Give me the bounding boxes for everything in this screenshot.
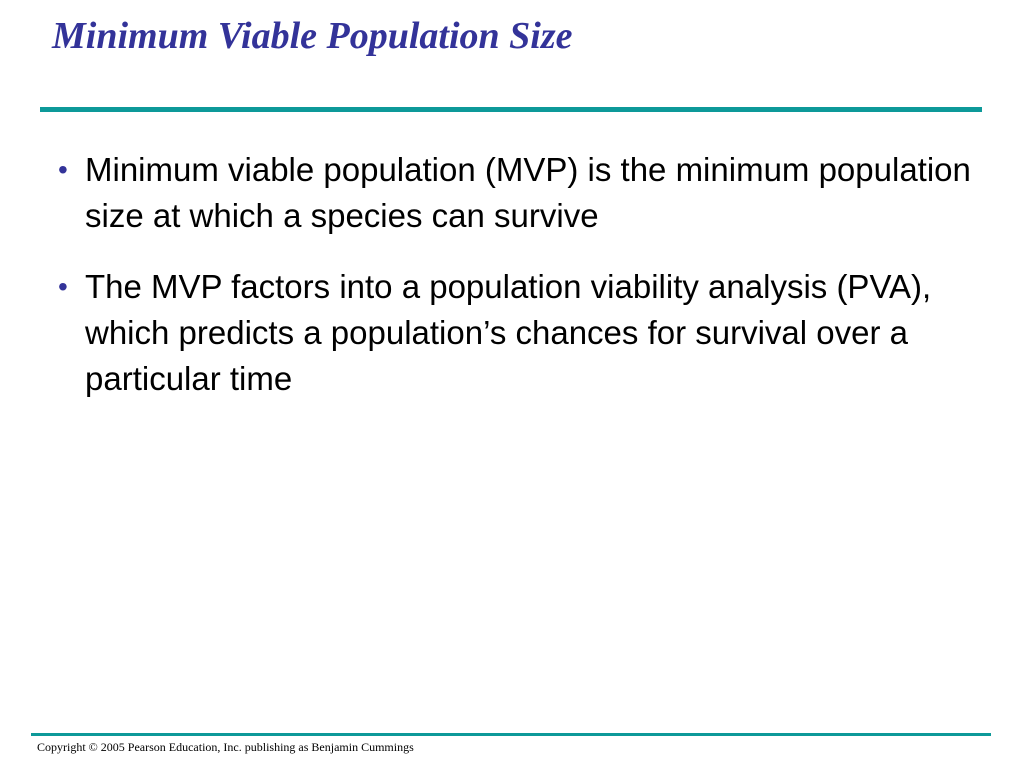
bullet-text: The MVP factors into a population viability analysis (PVA), which predicts a population’s chances for survival over a particular time — [85, 268, 932, 397]
bullet-icon: • — [58, 271, 68, 302]
bullet-icon: • — [58, 154, 68, 185]
bullet-list — [56, 147, 986, 427]
footer-divider — [31, 733, 991, 736]
title-divider — [40, 107, 982, 112]
bullet-item — [56, 264, 986, 402]
copyright-footer: Copyright © 2005 Pearson Education, Inc. publishing as Benjamin Cummings — [37, 740, 414, 754]
bullet-text: Minimum viable population (MVP) is the minimum population size at which a species can survive — [85, 151, 971, 234]
bullet-item — [56, 147, 986, 239]
slide-title: Minimum Viable Population Size — [52, 15, 573, 57]
